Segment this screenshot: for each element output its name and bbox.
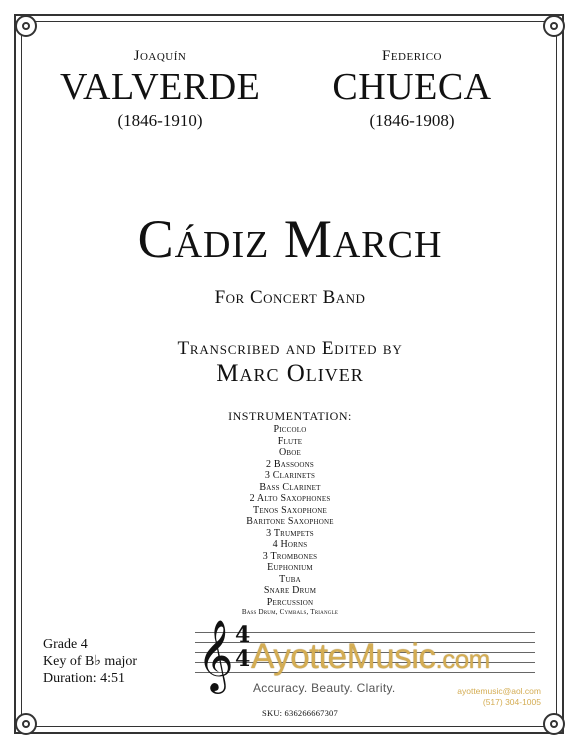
brand-tagline: Accuracy. Beauty. Clarity.	[253, 681, 396, 695]
contact-info	[433, 686, 541, 708]
brand-name	[251, 638, 490, 678]
instrument-item: Tuba	[279, 573, 301, 585]
composer-last-name: CHUECA	[332, 66, 492, 108]
time-signature-bottom: 4	[235, 646, 251, 672]
corner-ornament-icon	[543, 15, 565, 37]
composer-first-name: Federico	[381, 48, 442, 64]
time-signature	[235, 623, 250, 671]
composer-valverde	[60, 48, 260, 131]
instrumentation-heading: INSTRUMENTATION:	[228, 409, 352, 423]
contact-email: ayottemusic@aol.com	[457, 686, 541, 696]
composer-dates: (1846-1908)	[369, 111, 455, 130]
instrument-item: 4 Horns	[272, 539, 308, 550]
instrument-item: 2 Alto Saxophones	[249, 493, 331, 504]
subtitle: For Concert Band	[214, 287, 366, 308]
composer-dates: (1846-1910)	[117, 111, 203, 130]
instrument-item: 3 Clarinets	[264, 470, 316, 481]
instrument-item: Baritone Saxophone	[246, 516, 334, 527]
brand-main: AyotteMusic	[251, 637, 436, 676]
instrumentation-list	[0, 424, 580, 617]
edited-by-line: Transcribed and Edited by	[177, 338, 403, 359]
instrument-item: 3 Trombones	[262, 550, 318, 562]
editor-name: Marc Oliver	[216, 360, 364, 387]
instrument-item: Euphonium	[267, 562, 313, 573]
instrument-item: Snare Drum	[263, 585, 317, 596]
contact-phone: (517) 304-1005	[482, 697, 541, 707]
instrument-item: Flute	[277, 435, 303, 447]
composer-first-name: Joaquín	[133, 48, 187, 64]
instrument-item: Bass Clarinet	[259, 481, 321, 493]
treble-clef-icon: 𝄞	[197, 618, 234, 691]
page-title: Cádiz March	[137, 209, 443, 269]
instrument-item: Tenos Saxophone	[253, 504, 327, 516]
time-signature-top: 4	[235, 622, 251, 648]
instrument-item: 2 Bassoons	[265, 458, 315, 470]
duration-label: Duration: 4:51	[43, 671, 126, 686]
grade-label: Grade 4	[43, 637, 88, 652]
instrument-item: Piccolo	[273, 424, 307, 435]
instrument-item: Percussion	[266, 596, 314, 608]
key-label: Key of B♭ major	[43, 654, 138, 669]
sku-label: SKU: 636266667307	[262, 708, 338, 718]
specs-block	[43, 636, 137, 687]
composer-last-name: VALVERDE	[60, 66, 261, 108]
instrument-item-detail: Bass Drum, Cymbals, Triangle	[241, 608, 339, 616]
instrument-item: 3 Trumpets	[266, 527, 314, 539]
corner-ornament-icon	[15, 15, 37, 37]
composer-chueca	[312, 48, 512, 131]
publisher-logo	[195, 618, 540, 708]
brand-suffix: .com	[435, 644, 490, 674]
instrument-item: Oboe	[278, 447, 302, 458]
